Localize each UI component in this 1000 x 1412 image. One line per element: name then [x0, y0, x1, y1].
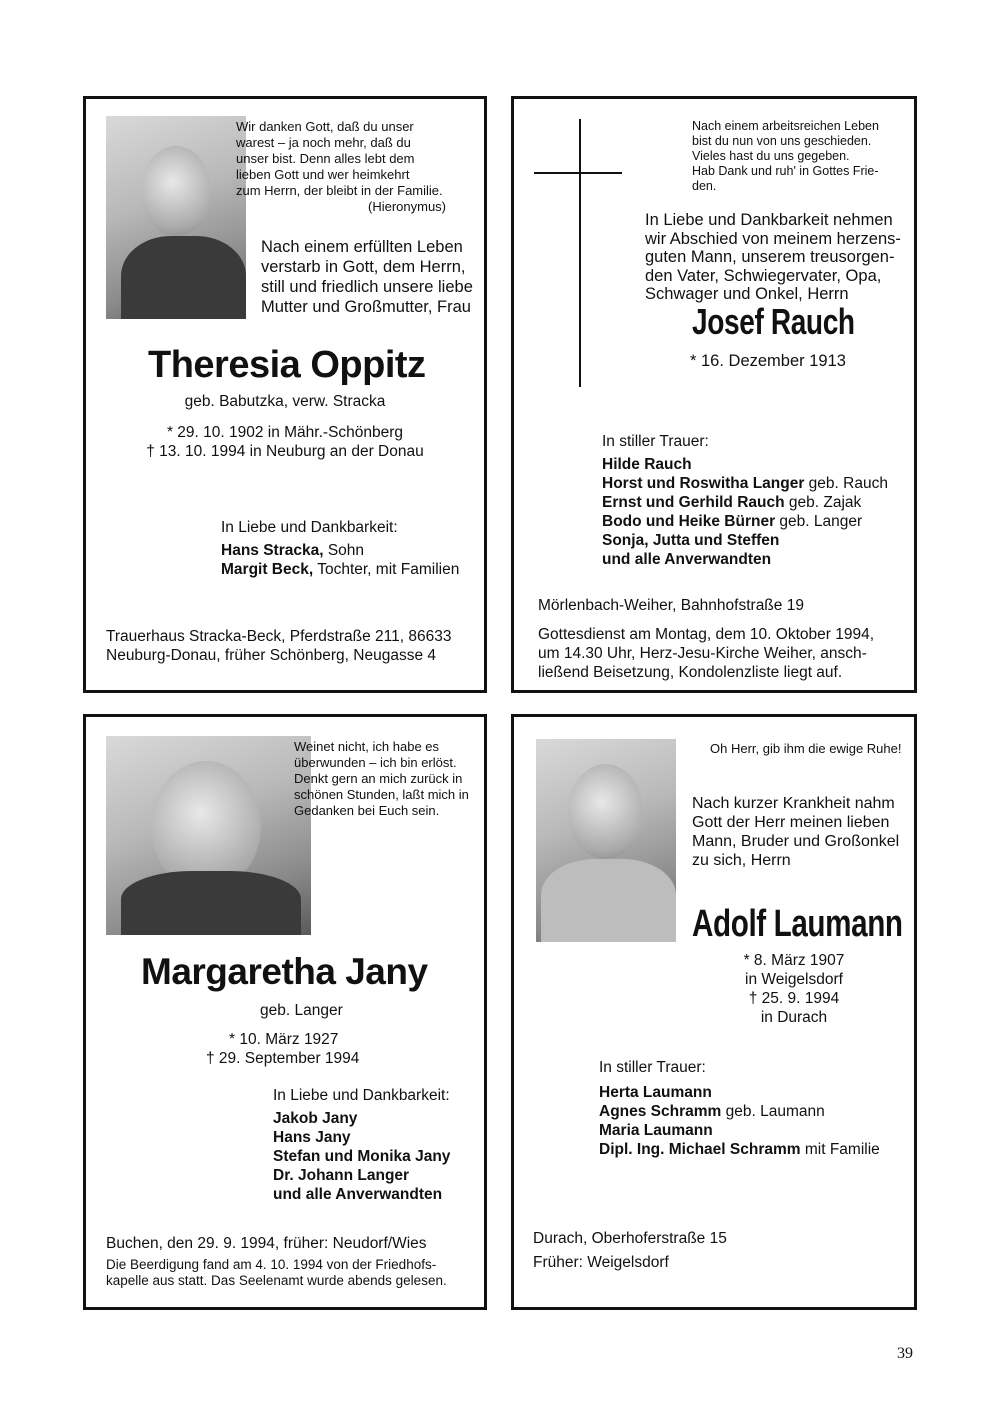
notice-adolf-laumann: [511, 714, 917, 1310]
portrait-photo: [536, 739, 676, 942]
mourners: In stiller Trauer: Hilde Rauch Horst und Roswitha Langer geb. Rauch Ernst und Gerhild Rauch geb. Zajak Bodo und Heike Bürner geb. Langer Sonja, Jutta und Steffen und alle Anverwandten: [602, 433, 888, 568]
intro-text: Nach einem erfüllten Leben verstarb in Gott, dem Herrn, still und friedlich unsere liebe Mutter und Großmutter, Frau: [261, 238, 473, 316]
mourners: In Liebe und Dankbarkeit: Jakob Jany Hans Jany Stefan und Monika Jany Dr. Johann Langer und alle Anverwandten: [273, 1087, 451, 1203]
verse: Wir danken Gott, daß du unser warest – ja noch mehr, daß du unser bist. Denn alles lebt dem lieben Gott und wer heimkehrt zum Herrn, der bleibt in der Familie. (Hieronymus): [236, 119, 446, 214]
service-info: Gottesdienst am Montag, dem 10. Oktober 1994, um 14.30 Uhr, Herz-Jesu-Kirche Weiher, ansch- ließend Beisetzung, Kondolenzliste liegt auf.: [538, 626, 875, 681]
birth-date: * 29. 10. 1902 in Mähr.-Schönberg: [166, 424, 404, 441]
maiden-name: geb. Babutzka, verw. Stracka: [184, 393, 386, 410]
verse: Oh Herr, gib ihm die ewige Ruhe!: [710, 741, 902, 756]
maiden-name: geb. Langer: [260, 1002, 343, 1019]
address: Trauerhaus Stracka-Beck, Pferdstraße 211, 86633 Neuburg-Donau, früher Schönberg, Neugasse 4: [106, 628, 452, 664]
deceased-name: Theresia Oppitz: [148, 344, 426, 386]
intro-text: Nach kurzer Krankheit nahm Gott der Herr meinen lieben Mann, Bruder und Großonkel zu sich, Herrn: [692, 795, 900, 869]
cross-icon: [534, 119, 624, 389]
funeral-note: Die Beerdigung fand am 4. 10. 1994 von der Friedhofs- kapelle aus statt. Das Seelenamt wurde abends gelesen.: [106, 1257, 447, 1288]
place: Mörlenbach-Weiher, Bahnhofstraße 19: [538, 597, 804, 614]
place: Buchen, den 29. 9. 1994, früher: Neudorf/Wies: [106, 1235, 427, 1252]
mourners: In stiller Trauer: Herta Laumann Agnes Schramm geb. Laumann Maria Laumann Dipl. Ing. Michael Schramm mit Familie: [599, 1059, 880, 1158]
intro-text: In Liebe und Dankbarkeit nehmen wir Abschied von meinem herzens- guten Mann, unserem treusorgen- den Vater, Schwiegervater, Opa, Schwager und Onkel, Herrn: [645, 211, 901, 303]
birth-date: * 10. März 1927: [229, 1031, 339, 1048]
death-date: † 29. September 1994: [206, 1050, 360, 1067]
deceased-name: Josef Rauch: [692, 301, 855, 342]
verse: Nach einem arbeitsreichen Leben bist du nun von uns geschieden. Vieles hast du uns gegeben. Hab Dank und ruh' in Gottes Frie- den.: [692, 119, 879, 193]
deceased-name: Margaretha Jany: [141, 951, 428, 992]
notice-margaretha-jany: [83, 714, 487, 1310]
notice-theresia-oppitz: [83, 96, 487, 693]
notice-josef-rauch: [511, 96, 917, 693]
portrait-photo: [106, 736, 311, 935]
portrait-photo: [106, 116, 246, 319]
mourners: In Liebe und Dankbarkeit: Hans Stracka, Sohn Margit Beck, Tochter, mit Familien: [221, 519, 460, 578]
birth-date: * 16. Dezember 1913: [690, 352, 846, 370]
page-number: 39: [897, 1345, 913, 1362]
verse: Weinet nicht, ich habe es überwunden – ich bin erlöst. Denkt gern an mich zurück in schönen Stunden, laßt mich in Gedanken bei Euch sein.: [294, 739, 469, 818]
deceased-name: Adolf Laumann: [692, 903, 903, 945]
address: Durach, Oberhoferstraße 15 Früher: Weigelsdorf: [533, 1230, 727, 1271]
life-dates: * 8. März 1907 in Weigelsdorf † 25. 9. 1994 in Durach: [743, 952, 845, 1026]
death-date: † 13. 10. 1994 in Neuburg an der Donau: [146, 443, 424, 460]
